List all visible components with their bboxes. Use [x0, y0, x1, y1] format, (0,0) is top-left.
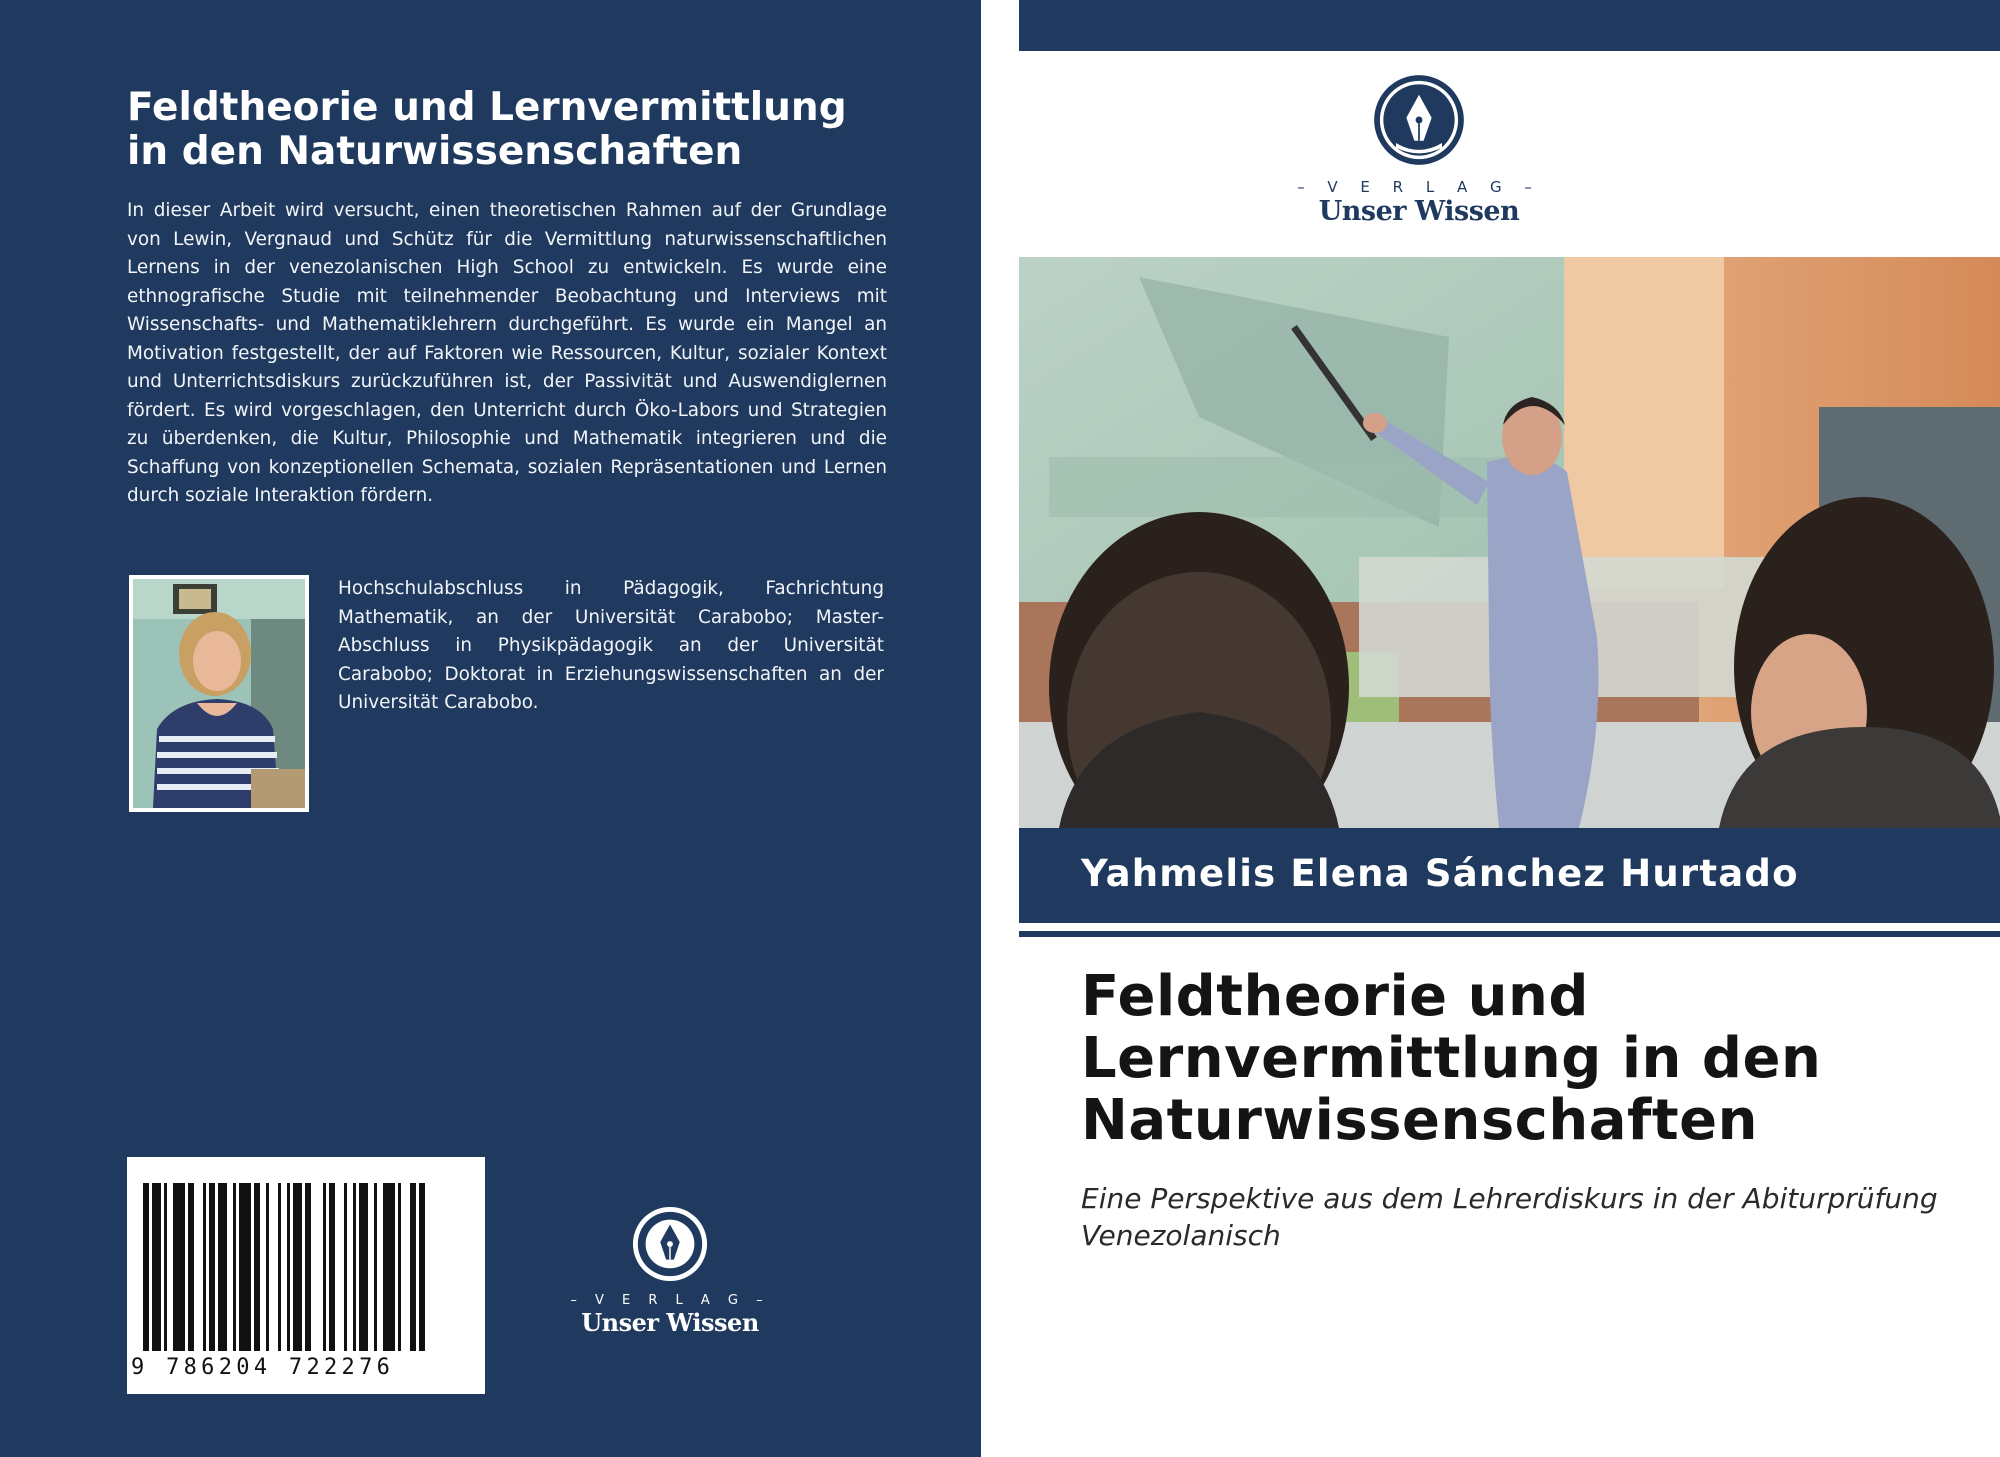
barcode-bar — [218, 1183, 227, 1351]
barcode-bar — [344, 1183, 347, 1351]
author-portrait-illustration — [133, 579, 305, 808]
isbn-digits: 9 786204 722276 — [131, 1355, 395, 1380]
barcode-bar — [323, 1183, 326, 1351]
barcode-bar — [359, 1183, 368, 1351]
barcode-bar — [203, 1183, 206, 1351]
author-band — [1019, 828, 2000, 923]
barcode-bar — [353, 1183, 356, 1351]
front-publisher-logo — [1289, 74, 1549, 228]
barcode-bar — [287, 1183, 290, 1351]
barcode-bar — [254, 1183, 260, 1351]
barcode-bar — [209, 1183, 215, 1351]
barcode-bar — [374, 1183, 377, 1351]
cover-photo-classroom — [1019, 257, 2000, 828]
fountain-pen-nib-icon — [1373, 74, 1465, 166]
back-publisher-logo — [560, 1205, 780, 1338]
barcode-bar — [173, 1183, 185, 1351]
barcode-bar — [293, 1183, 302, 1351]
front-cover-title: Feldtheorie und Lernvermittlung in den Naturwissenschaften — [1081, 964, 1822, 1153]
author-bio: Hochschulabschluss in Pädagogik, Fachrichtung Mathematik, an der Universität Carabobo; Master-Abschluss in Physikpädagogik an der Universität Carabobo; Doktorat in Erziehungswissenschaften an der Universität Carabobo. — [338, 578, 884, 713]
barcode-bar — [143, 1183, 149, 1351]
back-cover — [0, 0, 981, 1457]
barcode-bar — [329, 1183, 335, 1351]
barcode-bar — [152, 1183, 161, 1351]
back-cover-title: Feldtheorie und Lernvermittlung in den Naturwissenschaften — [127, 85, 847, 174]
fountain-pen-nib-icon — [631, 1205, 709, 1283]
barcode-bars — [141, 1183, 471, 1351]
barcode-bar — [383, 1183, 395, 1351]
barcode-bar — [164, 1183, 167, 1351]
barcode-bar — [233, 1183, 236, 1351]
barcode-bar — [188, 1183, 194, 1351]
front-top-bar — [1019, 0, 2000, 51]
barcode-bar — [305, 1183, 311, 1351]
front-cover-subtitle: Eine Perspektive aus dem Lehrerdiskurs in der Abiturprüfung Venezolanisch — [1081, 1182, 1938, 1252]
front-logo-name: Unser Wissen — [1318, 196, 1520, 227]
barcode-bar — [419, 1183, 425, 1351]
isbn-barcode — [127, 1157, 485, 1394]
front-author-name: Yahmelis Elena Sánchez Hurtado — [1081, 852, 1799, 895]
author-photo — [129, 575, 309, 812]
barcode-bar — [278, 1183, 281, 1351]
divider-rule — [1019, 931, 2000, 937]
book-spine — [981, 0, 1019, 1457]
front-logo-verlag: – V E R L A G – — [1297, 178, 1541, 196]
back-logo-name: Unser Wissen — [581, 1308, 759, 1337]
barcode-bar — [266, 1183, 269, 1351]
front-cover — [1019, 0, 2000, 1457]
back-cover-blurb: In dieser Arbeit wird versucht, einen theoretischen Rahmen auf der Grundlage von Lewin, Vergnaud und Schütz für die Vermittlung naturwissenschaftlichen Lernens in der venezolanischen High School zu entwickeln. Es wurde eine ethnografische Studie mit teilnehmender Beobachtung und Interviews mit Wissenschafts- und Mathematiklehrern durchgeführt. Es wurde ein Mangel an Motivation festgestellt, der auf Faktoren wie Ressourcen, Kultur, sozialer Kontext und Unterrichtsdiskurs zurückzuführen ist, der Passivität und Auswendiglernen fördert. Es wird vorgeschlagen, den Unterricht durch Öko-Labors und Strategien zu überdenken, die Kultur, Philosophie und Mathematik integrieren und die Schaffung von konzeptionellen Schemata, sozialen Repräsentationen und Lernen durch soziale Interaktion fördern. — [127, 200, 887, 506]
classroom-illustration — [1019, 257, 2000, 828]
back-logo-verlag: – V E R L A G – — [570, 1293, 770, 1308]
barcode-bar — [239, 1183, 251, 1351]
barcode-bar — [398, 1183, 401, 1351]
barcode-bar — [410, 1183, 416, 1351]
